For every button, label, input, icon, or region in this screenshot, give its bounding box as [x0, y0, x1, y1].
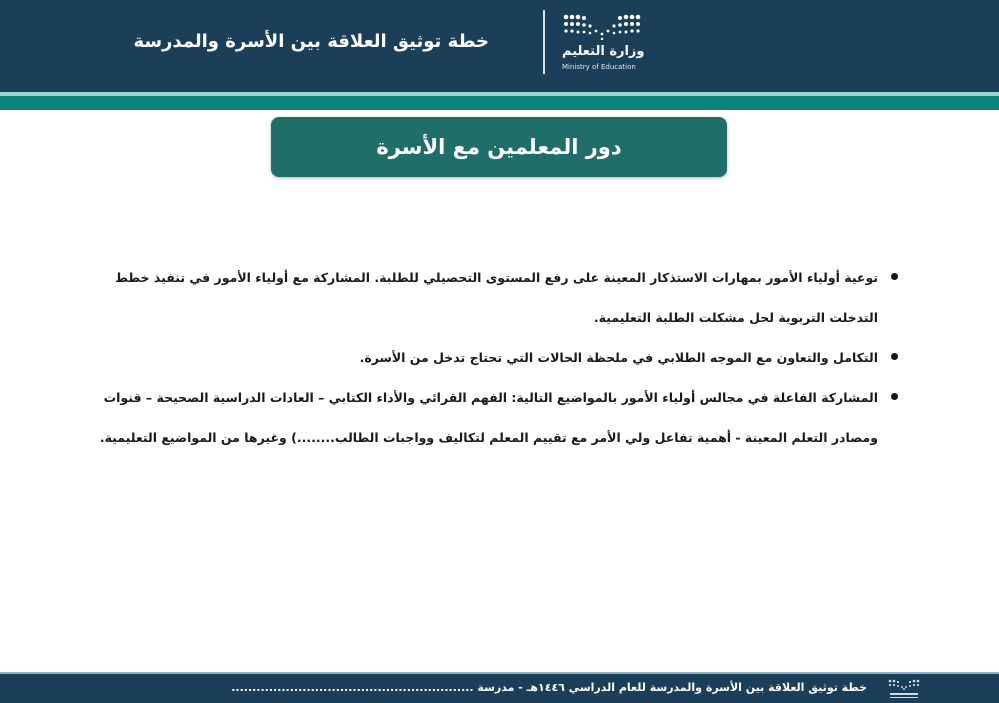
footer-text: خطة توثيق العلاقة بين الأسرة والمدرسة للعام الدراسي ١٤٤٦هـ - مدرسة ..........................................................: [231, 681, 867, 694]
header-divider: [543, 10, 545, 74]
header-stripe: [0, 96, 999, 110]
header-title: خطة توثيق العلاقة بين الأسرة والمدرسة: [133, 31, 489, 52]
footer-ministry-logo-icon: [884, 678, 924, 700]
ministry-dots-icon: [562, 14, 642, 40]
ministry-logo: [562, 14, 672, 84]
list-item: المشاركة الفاعلة في مجالس أولياء الأمور بالمواضيع التالية: الفهم القرائي والأداء الكتابي – العادات الدراسية الصحيحة – قنوات ومصادر التعلم المعينة - أهمية تفاعل ولي الأمر مع تقييم المعلم لتكاليف وواجبات الطالب........) وغيرها من المواضيع التعليمية.: [95, 378, 878, 458]
section-title: دور المعلمين مع الأسرة: [376, 135, 622, 159]
logo-english-text: Ministry of Education: [562, 63, 636, 71]
section-title-box: [271, 117, 727, 177]
logo-arabic-text: وزارة التعليم: [562, 44, 645, 59]
list-item: توعية أولياء الأمور بمهارات الاستذكار المعينة على رفع المستوى التحصيلي للطلبة. المشاركة مع أولياء الأمور في تنفيذ خطط التدخلت التربوية لحل مشكلت الطلبة التعليمية.: [95, 258, 878, 338]
footer-bar: [0, 672, 999, 703]
list-item: التكامل والتعاون مع الموجه الطلابي في ملحظة الحالات التي تحتاج تدخل من الأسرة.: [95, 338, 878, 378]
bullet-list: [95, 258, 900, 458]
header-banner: [0, 0, 999, 92]
